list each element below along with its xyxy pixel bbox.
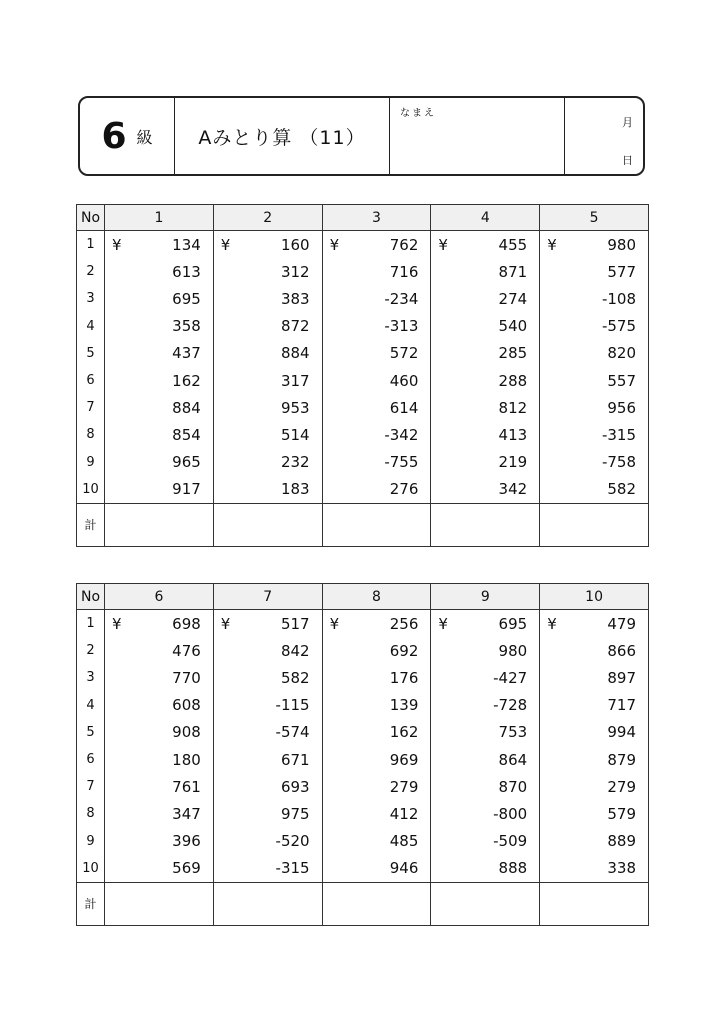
value: 613 [172, 262, 201, 281]
value-cell [322, 855, 431, 883]
value: 980 [498, 641, 528, 660]
value-cell [213, 692, 322, 719]
value-cell [431, 449, 540, 476]
value: 872 [280, 317, 310, 336]
value: 762 [389, 235, 419, 254]
value-cell [322, 476, 431, 504]
value-cell [540, 313, 649, 340]
value: -575 [601, 317, 636, 336]
value-cell [322, 285, 431, 312]
table-row [77, 773, 649, 800]
value-cell [540, 231, 649, 259]
value: 969 [389, 750, 419, 769]
row-number: 10 [77, 476, 105, 504]
table-row [77, 313, 649, 340]
value-cell [540, 800, 649, 827]
value: 347 [172, 804, 201, 823]
value-cell [213, 476, 322, 504]
value: 946 [389, 859, 419, 878]
value: 884 [172, 398, 201, 417]
table-row [77, 746, 649, 773]
total-label: 計 [77, 882, 105, 925]
value: 517 [280, 614, 310, 633]
value: -800 [493, 804, 528, 823]
value: 879 [607, 750, 636, 769]
row-number: 4 [77, 313, 105, 340]
value-cell [105, 800, 214, 827]
value-cell [213, 855, 322, 883]
value: 994 [607, 723, 636, 742]
value: -315 [275, 859, 310, 878]
value: 577 [607, 262, 636, 281]
value: 485 [389, 832, 419, 851]
column-header: 9 [431, 584, 540, 610]
value-cell [105, 692, 214, 719]
value: 134 [172, 235, 201, 254]
value: 854 [172, 425, 201, 444]
total-row [77, 882, 649, 925]
value-cell [431, 476, 540, 504]
value-cell [105, 231, 214, 259]
yen-symbol: ¥ [547, 235, 557, 254]
table-row [77, 449, 649, 476]
value: 183 [280, 480, 310, 499]
value-cell [322, 828, 431, 855]
value-cell [540, 692, 649, 719]
value: 693 [280, 777, 310, 796]
row-number: 9 [77, 828, 105, 855]
value-cell [105, 719, 214, 746]
value-cell [540, 258, 649, 285]
value: 692 [389, 641, 419, 660]
value-cell [540, 610, 649, 638]
row-number: 5 [77, 719, 105, 746]
value-cell [213, 313, 322, 340]
value-cell [213, 828, 322, 855]
value-cell [105, 394, 214, 421]
column-header: 1 [105, 205, 214, 231]
row-number: 3 [77, 285, 105, 312]
value-cell [540, 367, 649, 394]
yen-symbol: ¥ [329, 614, 340, 633]
value-cell [105, 258, 214, 285]
value-cell [213, 367, 322, 394]
answer-cell[interactable] [431, 503, 540, 546]
value-cell [431, 340, 540, 367]
problem-table-1 [76, 204, 649, 547]
value: 317 [280, 371, 310, 390]
value: 162 [389, 723, 419, 742]
yen-symbol: ¥ [220, 614, 231, 633]
column-header: 8 [322, 584, 431, 610]
value-cell [322, 449, 431, 476]
value: 753 [498, 723, 528, 742]
answer-cell[interactable] [540, 503, 649, 546]
value: 864 [498, 750, 528, 769]
answer-cell[interactable] [105, 503, 214, 546]
value-cell [431, 692, 540, 719]
value: -427 [493, 668, 528, 687]
row-number: 9 [77, 449, 105, 476]
value-cell [213, 394, 322, 421]
value-cell [105, 746, 214, 773]
table-row [77, 258, 649, 285]
value: 288 [498, 371, 528, 390]
column-header: 7 [213, 584, 322, 610]
month-label: 月 [622, 116, 633, 129]
value: -728 [493, 696, 528, 715]
row-number: 1 [77, 610, 105, 638]
value: 569 [172, 859, 201, 878]
value-cell [213, 719, 322, 746]
value: 820 [607, 344, 636, 363]
value-cell [540, 773, 649, 800]
value-cell [213, 637, 322, 664]
table-row [77, 692, 649, 719]
row-number: 10 [77, 855, 105, 883]
value: 889 [607, 832, 636, 851]
yen-symbol: ¥ [547, 614, 557, 633]
value-cell [322, 258, 431, 285]
value: 695 [498, 614, 528, 633]
value: -755 [384, 453, 419, 472]
value: 232 [280, 453, 310, 472]
value-cell [540, 746, 649, 773]
value-cell [540, 719, 649, 746]
value-cell [540, 664, 649, 691]
value-cell [431, 637, 540, 664]
answer-cell[interactable] [213, 882, 322, 925]
value: 274 [498, 289, 528, 308]
value: 312 [280, 262, 310, 281]
value-cell [540, 421, 649, 448]
header-row [77, 205, 649, 231]
total-row [77, 503, 649, 546]
value: 276 [389, 480, 419, 499]
value-cell [431, 258, 540, 285]
value: 956 [607, 398, 636, 417]
answer-cell[interactable] [105, 882, 214, 925]
row-number: 7 [77, 773, 105, 800]
column-header: 6 [105, 584, 214, 610]
value: 965 [172, 453, 201, 472]
value: 717 [607, 696, 636, 715]
answer-cell[interactable] [431, 882, 540, 925]
table-row [77, 719, 649, 746]
value: 579 [607, 804, 636, 823]
value-cell [105, 773, 214, 800]
value: 412 [389, 804, 419, 823]
value-cell [322, 367, 431, 394]
value: 975 [280, 804, 310, 823]
table-row [77, 828, 649, 855]
value: 770 [172, 668, 201, 687]
value-cell [431, 800, 540, 827]
value: 572 [389, 344, 419, 363]
row-number: 6 [77, 367, 105, 394]
value-cell [431, 367, 540, 394]
table-row [77, 664, 649, 691]
value: 162 [172, 371, 201, 390]
value: 219 [498, 453, 528, 472]
value: -108 [601, 289, 636, 308]
value-cell [213, 340, 322, 367]
value-cell [322, 340, 431, 367]
value-cell [540, 828, 649, 855]
table-row [77, 340, 649, 367]
no-header: No [77, 205, 105, 231]
value: 812 [498, 398, 528, 417]
value-cell [213, 285, 322, 312]
value: 358 [172, 317, 201, 336]
yen-symbol: ¥ [438, 614, 448, 633]
value: 557 [607, 371, 636, 390]
value: 888 [498, 859, 528, 878]
value-cell [213, 258, 322, 285]
value: 342 [498, 480, 528, 499]
value-cell [213, 746, 322, 773]
value: 455 [498, 235, 528, 254]
value: 870 [498, 777, 528, 796]
value-cell [540, 476, 649, 504]
value-cell [213, 449, 322, 476]
table-row [77, 394, 649, 421]
value: -115 [275, 696, 310, 715]
value-cell [105, 476, 214, 504]
problem-table-2 [76, 583, 649, 926]
value: 413 [498, 425, 528, 444]
value: 383 [280, 289, 310, 308]
row-number: 5 [77, 340, 105, 367]
row-number: 4 [77, 692, 105, 719]
total-label: 計 [77, 503, 105, 546]
grade-box [80, 98, 175, 174]
value-cell [431, 719, 540, 746]
value-cell [105, 664, 214, 691]
value-cell [105, 449, 214, 476]
value: 180 [172, 750, 201, 769]
value: 614 [389, 398, 419, 417]
value: 917 [172, 480, 201, 499]
row-number: 3 [77, 664, 105, 691]
row-number: 2 [77, 637, 105, 664]
value: 476 [172, 641, 201, 660]
value-cell [431, 394, 540, 421]
column-header: 5 [540, 205, 649, 231]
value-cell [105, 637, 214, 664]
value-cell [213, 800, 322, 827]
value-cell [540, 449, 649, 476]
value-cell [431, 664, 540, 691]
value-cell [322, 421, 431, 448]
value-cell [540, 285, 649, 312]
row-number: 7 [77, 394, 105, 421]
table-row [77, 637, 649, 664]
value-cell [322, 773, 431, 800]
worksheet-title: Aみとり算 （11） [175, 98, 390, 174]
value: 285 [498, 344, 528, 363]
value: 279 [607, 777, 636, 796]
value-cell [431, 421, 540, 448]
value: 695 [172, 289, 201, 308]
value: 176 [389, 668, 419, 687]
header-row [77, 584, 649, 610]
value: 256 [389, 614, 419, 633]
grade-number: 6 [101, 115, 127, 157]
value-cell [105, 610, 214, 638]
answer-cell[interactable] [213, 503, 322, 546]
yen-symbol: ¥ [112, 614, 122, 633]
no-header: No [77, 584, 105, 610]
value-cell [213, 231, 322, 259]
value: 514 [280, 425, 310, 444]
value-cell [540, 855, 649, 883]
value: -313 [384, 317, 419, 336]
row-number: 8 [77, 421, 105, 448]
column-header: 4 [431, 205, 540, 231]
value: 884 [280, 344, 310, 363]
value: 980 [607, 235, 636, 254]
value: 698 [172, 614, 201, 633]
value-cell [322, 719, 431, 746]
value-cell [213, 773, 322, 800]
yen-symbol: ¥ [220, 235, 231, 254]
value-cell [540, 394, 649, 421]
table-row [77, 476, 649, 504]
row-number: 6 [77, 746, 105, 773]
value: 608 [172, 696, 201, 715]
value: 761 [172, 777, 201, 796]
answer-cell[interactable] [322, 503, 431, 546]
value-cell [322, 746, 431, 773]
value-cell [431, 610, 540, 638]
yen-symbol: ¥ [438, 235, 448, 254]
answer-cell[interactable] [322, 882, 431, 925]
yen-symbol: ¥ [112, 235, 122, 254]
value: 953 [280, 398, 310, 417]
value-cell [105, 828, 214, 855]
column-header: 2 [213, 205, 322, 231]
value: -758 [601, 453, 636, 472]
value: 396 [172, 832, 201, 851]
value: 479 [607, 614, 636, 633]
value: 842 [280, 641, 310, 660]
value: 866 [607, 641, 636, 660]
value-cell [431, 828, 540, 855]
value-cell [105, 313, 214, 340]
value-cell [105, 340, 214, 367]
answer-cell[interactable] [540, 882, 649, 925]
value-cell [431, 231, 540, 259]
value: 582 [607, 480, 636, 499]
value-cell [322, 610, 431, 638]
value-cell [322, 664, 431, 691]
value-cell [213, 421, 322, 448]
value-cell [431, 746, 540, 773]
value: -234 [384, 289, 419, 308]
row-number: 1 [77, 231, 105, 259]
value: -574 [275, 723, 310, 742]
value: 908 [172, 723, 201, 742]
value-cell [431, 773, 540, 800]
name-field[interactable] [390, 98, 565, 174]
value: -315 [601, 425, 636, 444]
value-cell [322, 231, 431, 259]
table-row [77, 855, 649, 883]
value-cell [540, 340, 649, 367]
value: 139 [389, 696, 419, 715]
value: 582 [280, 668, 310, 687]
value-cell [105, 285, 214, 312]
value: 160 [280, 235, 310, 254]
day-label: 日 [622, 154, 633, 167]
value: 338 [607, 859, 636, 878]
value: -520 [275, 832, 310, 851]
value-cell [105, 367, 214, 394]
row-number: 8 [77, 800, 105, 827]
value: 279 [389, 777, 419, 796]
value-cell [322, 800, 431, 827]
value-cell [213, 610, 322, 638]
value-cell [431, 313, 540, 340]
value-cell [540, 637, 649, 664]
table-row [77, 800, 649, 827]
grade-unit: 級 [136, 127, 153, 147]
value: -509 [493, 832, 528, 851]
yen-symbol: ¥ [329, 235, 340, 254]
value: 671 [280, 750, 310, 769]
table-row [77, 421, 649, 448]
table-row [77, 231, 649, 259]
value: 871 [498, 262, 528, 281]
table-row [77, 610, 649, 638]
column-header: 3 [322, 205, 431, 231]
value: 716 [389, 262, 419, 281]
worksheet-header [78, 96, 645, 176]
value-cell [322, 637, 431, 664]
value-cell [431, 855, 540, 883]
value: 540 [498, 317, 528, 336]
value-cell [105, 421, 214, 448]
table-row [77, 285, 649, 312]
value-cell [322, 394, 431, 421]
value-cell [105, 855, 214, 883]
table-row [77, 367, 649, 394]
column-header: 10 [540, 584, 649, 610]
value-cell [213, 664, 322, 691]
value: 437 [172, 344, 201, 363]
value-cell [431, 285, 540, 312]
value: -342 [384, 425, 419, 444]
value: 897 [607, 668, 636, 687]
value-cell [322, 313, 431, 340]
name-label: なまえ [400, 108, 436, 119]
date-field[interactable] [565, 98, 643, 174]
value-cell [322, 692, 431, 719]
value: 460 [389, 371, 419, 390]
row-number: 2 [77, 258, 105, 285]
